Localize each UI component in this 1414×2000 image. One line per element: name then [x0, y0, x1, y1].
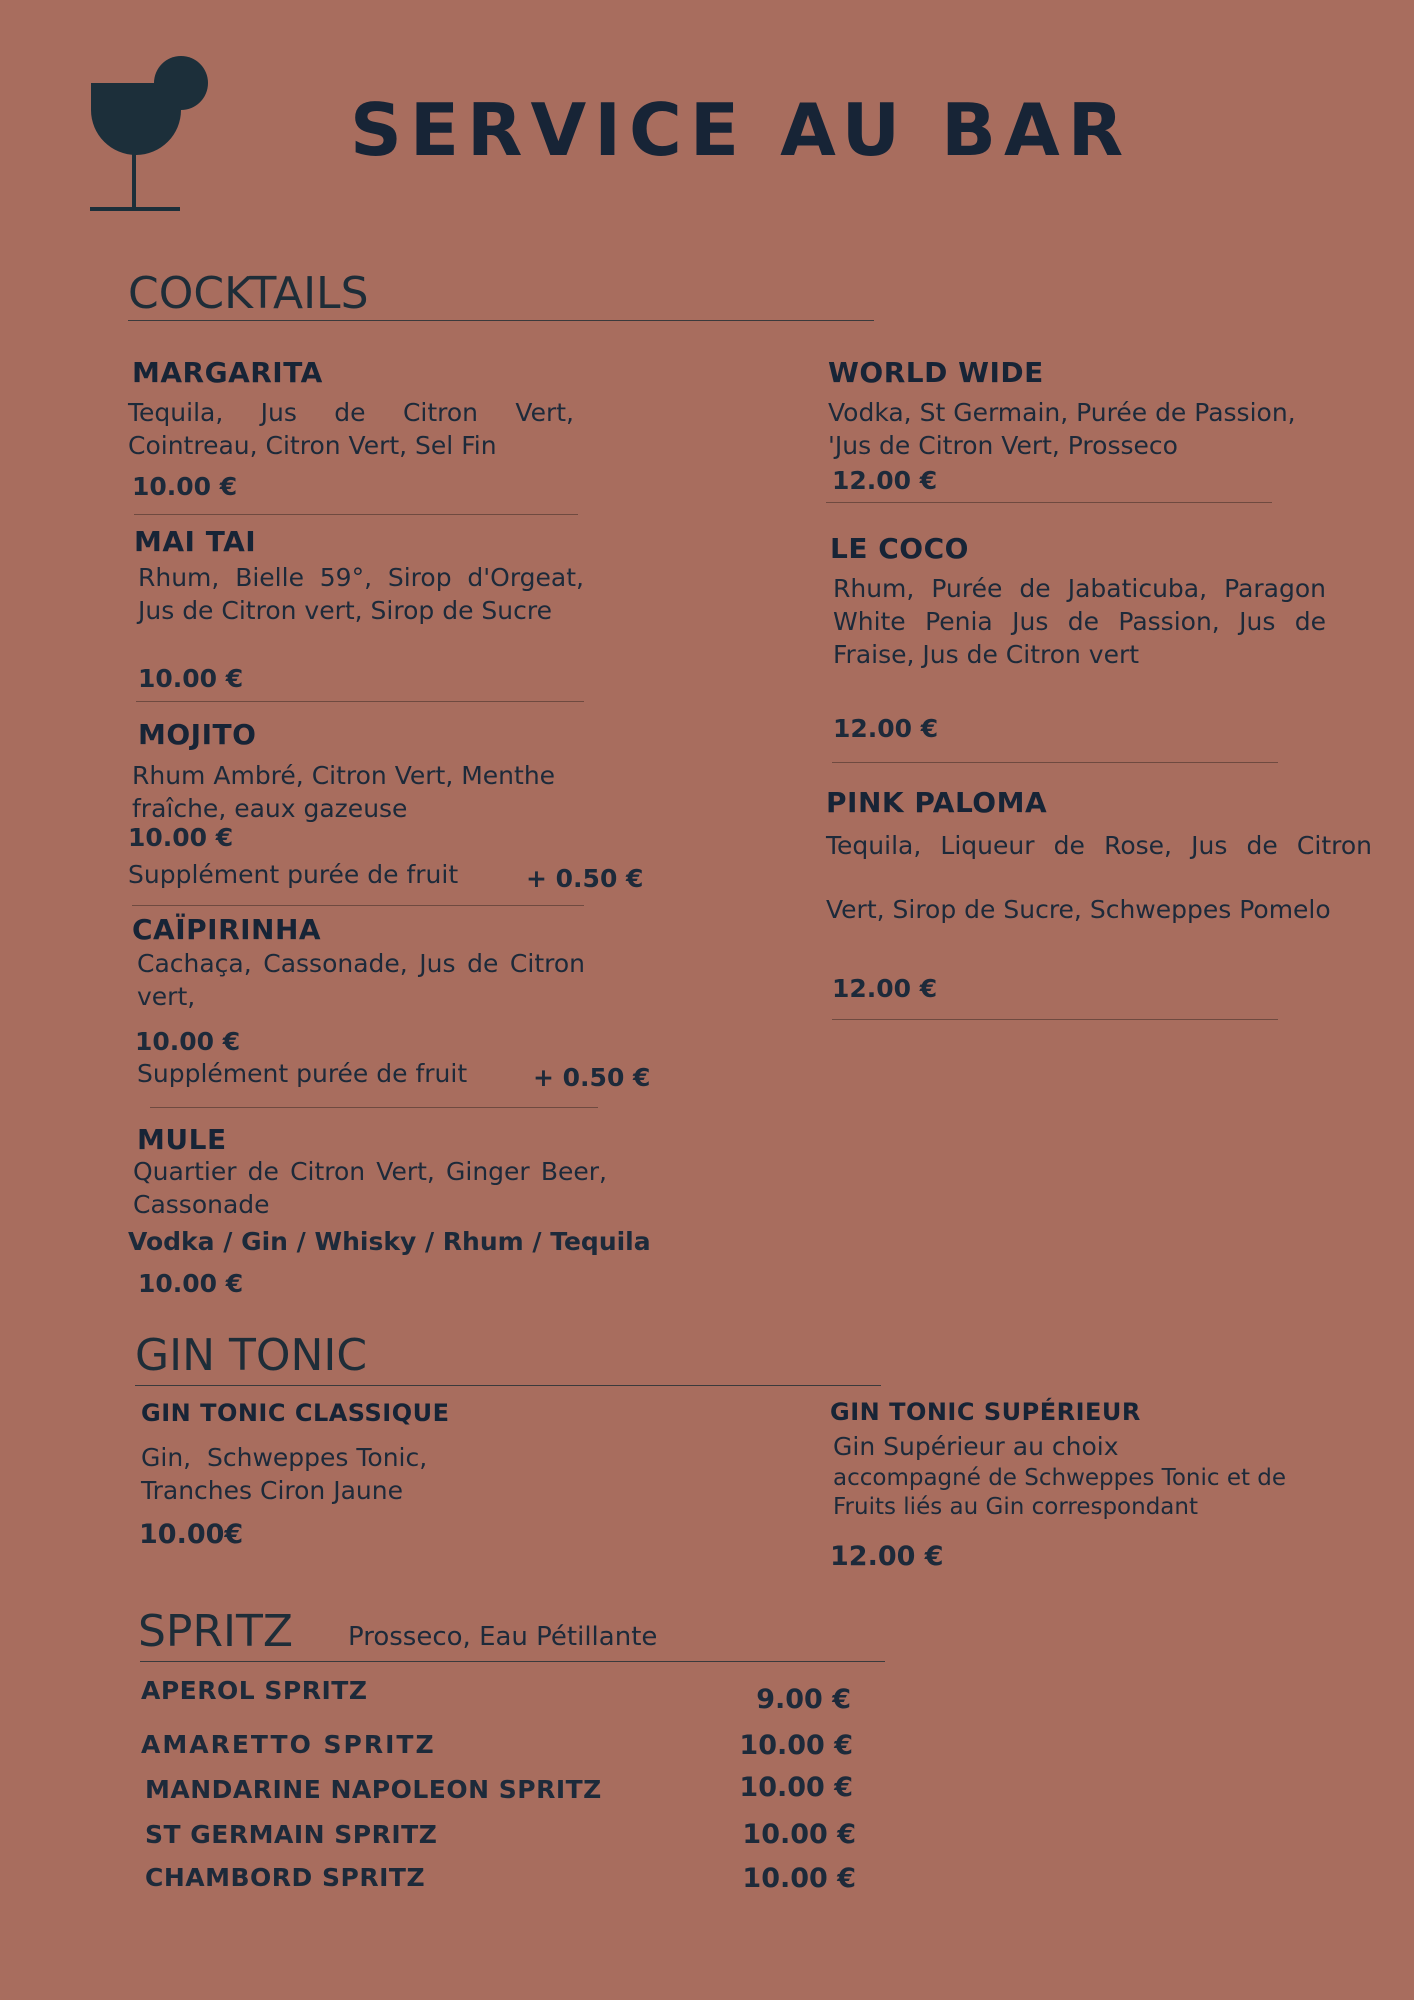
item-name-margarita: MARGARITA — [132, 356, 323, 389]
item-desc-gin-tonic-superieur-line1: Gin Supérieur au choix — [833, 1432, 1119, 1461]
section-heading-gin-tonic: GIN TONIC — [135, 1330, 368, 1381]
item-desc-gin-tonic-classique-line2: Tranches Ciron Jaune — [141, 1476, 403, 1505]
divider — [136, 701, 584, 702]
divider — [135, 1385, 881, 1386]
item-name-caipirinha: CAÏPIRINHA — [132, 913, 322, 946]
item-desc-mojito: Rhum Ambré, Citron Vert, Menthe fraîche, eaux gazeuse — [132, 761, 556, 823]
item-desc-caipirinha: Cachaça, Cassonade, Jus de Citron vert, — [137, 949, 585, 1011]
item-name-gin-tonic-superieur: GIN TONIC SUPÉRIEUR — [830, 1398, 1141, 1426]
supplement-price-mojito: + 0.50 € — [526, 864, 644, 893]
item-desc-mule: Quartier de Citron Vert, Ginger Beer, Cassonade — [133, 1157, 607, 1219]
divider — [132, 905, 584, 906]
item-desc-pink-paloma-line1: Tequila, Liqueur de Rose, Jus de Citron — [826, 831, 1372, 860]
divider — [134, 514, 578, 515]
cocktail-glass-icon — [88, 55, 212, 217]
spritz-price-chambord: 10.00 € — [742, 1863, 856, 1894]
divider — [128, 320, 874, 321]
divider — [140, 1661, 885, 1662]
supplement-price-caipirinha: + 0.50 € — [533, 1063, 651, 1092]
spritz-name-st-germain: ST GERMAIN SPRITZ — [145, 1820, 438, 1849]
spritz-name-amaretto: AMARETTO SPRITZ — [141, 1730, 436, 1759]
spritz-price-mandarine-napoleon: 10.00 € — [739, 1772, 853, 1803]
item-price-pink-paloma: 12.00 € — [832, 974, 938, 1003]
item-desc-world-wide-line1: Vodka, St Germain, Purée de Passion, — [828, 398, 1296, 427]
page-title: SERVICE AU BAR — [350, 88, 1132, 172]
section-subtitle-spritz: Prosseco, Eau Pétillante — [348, 1622, 658, 1652]
item-price-margarita: 10.00 € — [132, 472, 238, 501]
item-price-mai-tai: 10.00 € — [138, 664, 244, 693]
item-desc-gin-tonic-superieur-line2: accompagné de Schweppes Tonic et de — [833, 1465, 1287, 1491]
item-price-caipirinha: 10.00 € — [135, 1027, 241, 1056]
item-price-le-coco: 12.00 € — [833, 714, 939, 743]
divider — [832, 1019, 1278, 1020]
spritz-name-chambord: CHAMBORD SPRITZ — [145, 1863, 426, 1892]
item-name-pink-paloma: PINK PALOMA — [826, 786, 1048, 819]
spritz-price-amaretto: 10.00 € — [739, 1730, 853, 1761]
item-desc-gin-tonic-classique-line1: Gin, Schweppes Tonic, — [141, 1443, 428, 1472]
item-desc-margarita: Tequila, Jus de Citron Vert, Cointreau, Citron Vert, Sel Fin — [128, 398, 574, 460]
item-price-mule: 10.00 € — [138, 1269, 244, 1298]
item-desc-le-coco: Rhum, Purée de Jabaticuba, Paragon White Penia Jus de Passion, Jus de Fraise, Jus de Citron vert — [833, 574, 1326, 669]
item-name-world-wide: WORLD WIDE — [828, 356, 1044, 389]
item-name-gin-tonic-classique: GIN TONIC CLASSIQUE — [141, 1399, 450, 1427]
item-desc-world-wide-line2: 'Jus de Citron Vert, Prosseco — [828, 431, 1178, 460]
item-desc-mai-tai: Rhum, Bielle 59°, Sirop d'Orgeat, Jus de Citron vert, Sirop de Sucre — [138, 563, 584, 625]
divider — [826, 502, 1272, 503]
item-name-mai-tai: MAI TAI — [134, 525, 257, 558]
spritz-price-st-germain: 10.00 € — [742, 1819, 856, 1850]
supplement-label-caipirinha: Supplément purée de fruit — [137, 1059, 468, 1088]
item-price-world-wide: 12.00 € — [832, 466, 938, 495]
divider — [150, 1107, 598, 1108]
item-name-le-coco: LE COCO — [830, 532, 969, 565]
supplement-label-mojito: Supplément purée de fruit — [128, 860, 459, 889]
spritz-price-aperol: 9.00 € — [756, 1684, 851, 1715]
item-desc-pink-paloma-line2: Vert, Sirop de Sucre, Schweppes Pomelo — [826, 895, 1331, 924]
section-heading-spritz: SPRITZ — [138, 1606, 294, 1657]
item-price-gin-tonic-superieur: 12.00 € — [830, 1541, 944, 1572]
item-price-gin-tonic-classique: 10.00€ — [139, 1519, 244, 1550]
item-desc-gin-tonic-superieur-line3: Fruits liés au Gin correspondant — [833, 1494, 1198, 1520]
item-name-mule: MULE — [137, 1123, 227, 1156]
item-price-mojito: 10.00 € — [128, 823, 234, 852]
item-options-mule: Vodka / Gin / Whisky / Rhum / Tequila — [128, 1227, 651, 1256]
divider — [832, 762, 1278, 763]
spritz-name-mandarine-napoleon: MANDARINE NAPOLEON SPRITZ — [145, 1775, 602, 1804]
item-name-mojito: MOJITO — [138, 718, 257, 751]
section-heading-cocktails: COCKTAILS — [128, 268, 369, 319]
spritz-name-aperol: APEROL SPRITZ — [141, 1676, 368, 1705]
